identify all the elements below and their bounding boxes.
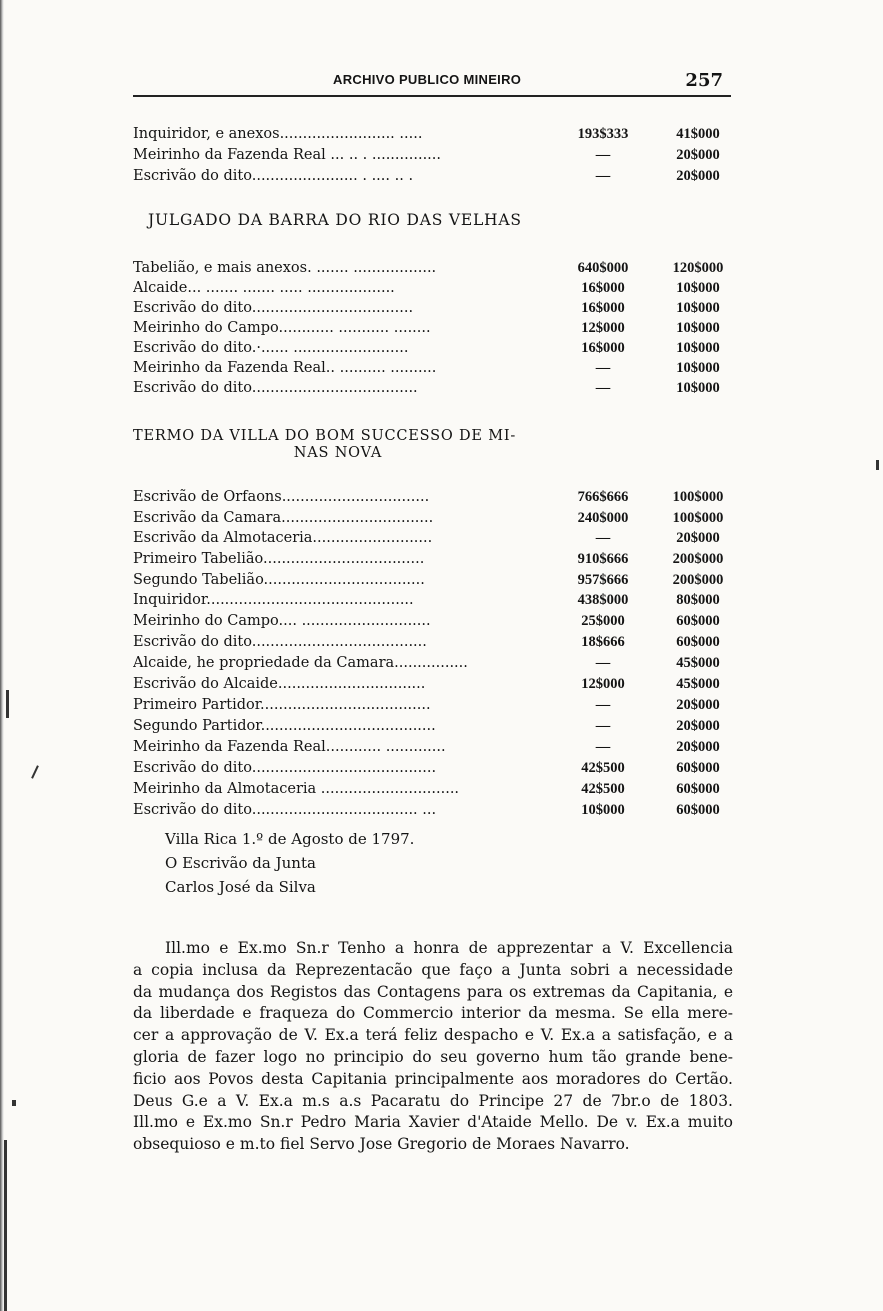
table-row bbox=[133, 695, 733, 715]
value-second: 10$000 bbox=[676, 360, 720, 376]
office-label: Segundo Partidor...................................... bbox=[133, 718, 436, 734]
section-heading-line: NAS NOVA bbox=[293, 445, 383, 461]
header-rule bbox=[133, 95, 731, 97]
value-second: 20$000 bbox=[676, 168, 720, 184]
value-second: 60$000 bbox=[676, 760, 720, 776]
value-second: 100$000 bbox=[672, 489, 724, 505]
running-header bbox=[133, 70, 731, 92]
signature-name: Carlos José da Silva bbox=[165, 878, 316, 896]
table-row bbox=[133, 674, 733, 694]
office-label: Primeiro Partidor..................................... bbox=[133, 697, 431, 713]
office-label: Meirinho do Campo.... ............................ bbox=[133, 613, 431, 629]
value-second: 80$000 bbox=[676, 592, 720, 608]
table-row bbox=[133, 758, 733, 778]
table-row bbox=[133, 278, 733, 298]
value-first: 640$000 bbox=[577, 260, 629, 276]
value-first: 240$000 bbox=[577, 510, 629, 526]
office-label: Escrivão do dito................................... bbox=[133, 300, 414, 316]
value-first: — bbox=[595, 697, 611, 713]
office-label: Meirinho do Campo............ ........... ........ bbox=[133, 320, 431, 336]
office-label: Alcaide... ....... ....... ..... ................... bbox=[133, 280, 395, 296]
letter-line: ficio aos Povos desta Capitania principalmente aos moradores do Certão. bbox=[133, 1069, 733, 1088]
office-label: Meirinho da Fazenda Real ... .. . ............... bbox=[133, 147, 442, 163]
value-first: — bbox=[595, 147, 611, 163]
office-label: Escrivão da Camara................................. bbox=[133, 510, 434, 526]
value-first: 25$000 bbox=[581, 613, 625, 629]
table-row bbox=[133, 318, 733, 338]
value-first: 438$000 bbox=[577, 592, 629, 608]
letter-line: Ill.mo e Ex.mo Sn.r Tenho a honra de apprezentar a V. Excellencia bbox=[165, 939, 733, 957]
value-second: 20$000 bbox=[676, 739, 720, 755]
value-second: 60$000 bbox=[676, 781, 720, 797]
value-second: 10$000 bbox=[676, 380, 720, 396]
table-row bbox=[133, 145, 733, 165]
section-heading-line: TERMO DA VILLA DO BOM SUCCESSO DE MI- bbox=[133, 428, 517, 444]
value-first: 12$000 bbox=[581, 676, 625, 692]
table-row bbox=[133, 549, 733, 569]
running-title: ARCHIVO PUBLICO MINEIRO bbox=[333, 72, 522, 87]
table-row bbox=[133, 800, 733, 820]
value-first: — bbox=[595, 168, 611, 184]
value-first: — bbox=[595, 739, 611, 755]
value-second: 20$000 bbox=[676, 718, 720, 734]
table-row bbox=[133, 779, 733, 799]
value-second: 60$000 bbox=[676, 634, 720, 650]
table-row bbox=[133, 716, 733, 736]
section-heading bbox=[133, 428, 543, 462]
value-first: 193$333 bbox=[577, 126, 629, 142]
office-label: Escrivão da Almotaceria.......................... bbox=[133, 530, 433, 546]
value-second: 45$000 bbox=[676, 655, 720, 671]
value-second: 20$000 bbox=[676, 530, 720, 546]
value-second: 120$000 bbox=[672, 260, 724, 276]
letter-line: a copia inclusa da Reprezentacão que faço a Junta sobri a necessidade bbox=[133, 960, 733, 979]
value-first: 42$500 bbox=[581, 760, 625, 776]
office-label: Segundo Tabelião................................... bbox=[133, 572, 425, 588]
section-heading: JULGADO DA BARRA DO RIO DAS VELHAS bbox=[148, 211, 522, 229]
value-second: 60$000 bbox=[676, 802, 720, 818]
letter-line: obsequioso e m.to fiel Servo Jose Gregorio de Moraes Navarro. bbox=[133, 1135, 630, 1154]
office-label: Tabelião, e mais anexos. ....... .................. bbox=[133, 260, 437, 276]
table-row bbox=[133, 570, 733, 590]
scan-mark bbox=[12, 1100, 16, 1106]
value-second: 20$000 bbox=[676, 147, 720, 163]
value-first: 16$000 bbox=[581, 280, 625, 296]
value-second: 41$000 bbox=[676, 126, 720, 142]
letter-line: da liberdade e fraqueza do Commercio interior da mesma. Se ella mere- bbox=[133, 1004, 733, 1023]
table-row bbox=[133, 258, 733, 278]
letter-line: Ill.mo e Ex.mo Sn.r Pedro Maria Xavier d'Ataide Mello. De v. Ex.a muito bbox=[133, 1113, 733, 1132]
letter-paragraph bbox=[133, 938, 733, 1156]
value-second: 10$000 bbox=[676, 320, 720, 336]
value-second: 10$000 bbox=[676, 280, 720, 296]
value-second: 200$000 bbox=[672, 572, 724, 588]
scan-mark bbox=[6, 690, 9, 718]
value-first: 766$666 bbox=[577, 489, 629, 505]
office-label: Escrivão do dito...................................... bbox=[133, 634, 427, 650]
letter-line: gloria de fazer logo no principio do seu governo hum tão grande bene- bbox=[133, 1047, 733, 1066]
letter-line: da mudança dos Registos das Contagens para os extremas da Capitania, e bbox=[133, 982, 733, 1001]
scan-mark bbox=[31, 765, 39, 779]
value-first: 910$666 bbox=[577, 551, 629, 567]
office-label: Inquiridor, e anexos......................... ..... bbox=[133, 126, 423, 142]
table-row bbox=[133, 737, 733, 757]
value-first: 42$500 bbox=[581, 781, 625, 797]
value-second: 60$000 bbox=[676, 613, 720, 629]
value-first: 10$000 bbox=[581, 802, 625, 818]
letter-line: Deus G.e a V. Ex.a m.s a.s Pacaratu do Principe 27 de 7br.o de 1803. bbox=[133, 1091, 733, 1110]
office-label: Escrivão de Orfaons................................ bbox=[133, 489, 430, 505]
table-row bbox=[133, 590, 733, 610]
table-row bbox=[133, 611, 733, 631]
table-row bbox=[133, 298, 733, 318]
table-row bbox=[133, 124, 733, 144]
value-second: 10$000 bbox=[676, 340, 720, 356]
office-label: Alcaide, he propriedade da Camara................ bbox=[133, 655, 468, 671]
value-first: — bbox=[595, 655, 611, 671]
office-label: Escrivão do Alcaide................................ bbox=[133, 676, 426, 692]
office-label: Escrivão do dito........................................ bbox=[133, 760, 437, 776]
page-number: 257 bbox=[685, 70, 723, 91]
office-label: Meirinho da Fazenda Real.. .......... .......... bbox=[133, 360, 437, 376]
table-row bbox=[133, 487, 733, 507]
office-label: Escrivão do dito.................................... ... bbox=[133, 802, 437, 818]
signature-place-date: Villa Rica 1.º de Agosto de 1797. bbox=[165, 830, 415, 848]
value-first: 18$666 bbox=[581, 634, 625, 650]
value-first: 16$000 bbox=[581, 340, 625, 356]
value-second: 200$000 bbox=[672, 551, 724, 567]
signature-role: O Escrivão da Junta bbox=[165, 854, 316, 872]
value-first: — bbox=[595, 360, 611, 376]
value-second: 45$000 bbox=[676, 676, 720, 692]
letter-line: cer a approvação de V. Ex.a terá feliz despacho e V. Ex.a a satisfação, e a bbox=[133, 1026, 733, 1045]
table-row bbox=[133, 528, 733, 548]
value-second: 100$000 bbox=[672, 510, 724, 526]
value-first: — bbox=[595, 380, 611, 396]
page-edge bbox=[0, 0, 4, 1311]
office-label: Meirinho da Almotaceria .............................. bbox=[133, 781, 460, 797]
office-label: Escrivão do dito.................................... bbox=[133, 380, 418, 396]
office-label: Meirinho da Fazenda Real............ ............. bbox=[133, 739, 446, 755]
office-label: Primeiro Tabelião................................... bbox=[133, 551, 425, 567]
table-row bbox=[133, 508, 733, 528]
value-second: 20$000 bbox=[676, 697, 720, 713]
scan-mark bbox=[876, 460, 879, 470]
table-row bbox=[133, 358, 733, 378]
table-row bbox=[133, 378, 733, 398]
value-first: 12$000 bbox=[581, 320, 625, 336]
value-first: — bbox=[595, 718, 611, 734]
table-row bbox=[133, 338, 733, 358]
office-label: Escrivão do dito....................... . .... .. . bbox=[133, 168, 414, 184]
table-row bbox=[133, 166, 733, 186]
table-row bbox=[133, 632, 733, 652]
value-first: 957$666 bbox=[577, 572, 629, 588]
value-first: 16$000 bbox=[581, 300, 625, 316]
table-row bbox=[133, 653, 733, 673]
value-second: 10$000 bbox=[676, 300, 720, 316]
value-first: — bbox=[595, 530, 611, 546]
scan-mark bbox=[4, 1140, 7, 1311]
office-label: Escrivão do dito.·...... ......................... bbox=[133, 340, 409, 356]
office-label: Inquiridor............................................. bbox=[133, 592, 414, 608]
